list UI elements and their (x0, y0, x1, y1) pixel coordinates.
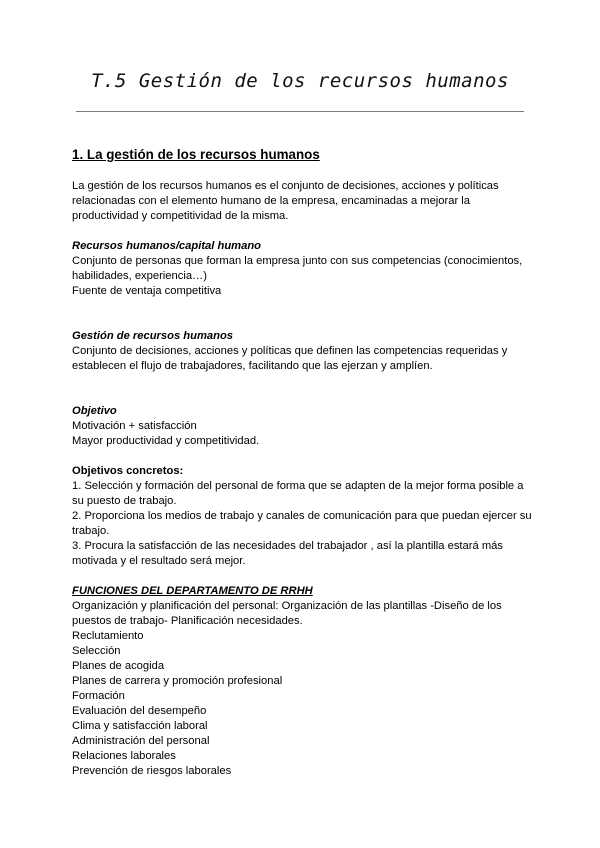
list-item: Planes de acogida (72, 660, 165, 672)
rrhh-capital-definition: Conjunto de personas que forman la empresa junto con sus competencias (conocimientos, habilidades, experiencia…) (72, 255, 523, 282)
document-title: T.5 Gestión de los recursos humanos (91, 70, 509, 92)
list-item: Administración del personal (72, 735, 210, 747)
rrhh-capital-heading: Recursos humanos/capital humano (72, 240, 261, 252)
spacer (72, 569, 532, 584)
document-body (72, 147, 532, 779)
objetivos-concretos-heading: Objetivos concretos: (72, 465, 184, 477)
spacer (72, 299, 532, 329)
spacer (72, 374, 532, 404)
gestion-definition: Conjunto de decisiones, acciones y políticas que definen las competencias requeridas y establecen el flujo de trabajadores, facilitando que las ejerzan y amplíen. (72, 345, 508, 372)
funciones-heading: FUNCIONES DEL DEPARTAMENTO DE RRHH (72, 585, 313, 597)
section-heading: 1. La gestión de los recursos humanos (72, 147, 320, 162)
list-item: 1. Selección y formación del personal de forma que se adapten de la mejor forma posible a su puesto de trabajo. (72, 480, 524, 507)
list-item: 3. Procura la satisfacción de las necesidades del trabajador , así la plantilla estará más motivada y el resultado será mejor. (72, 540, 503, 567)
list-item: Organización y planificación del personal: Organización de las plantillas -Diseño de los puestos de trabajo- Planificación necesidades. (72, 600, 502, 627)
rrhh-capital-note: Fuente de ventaja competitiva (72, 285, 222, 297)
intro-paragraph: La gestión de los recursos humanos es el conjunto de decisiones, acciones y políticas relacionadas con el elemento humano de la empresa, encaminadas a mejorar la productividad y competitividad de la misma. (72, 180, 499, 222)
list-item: Relaciones laborales (72, 750, 176, 762)
list-item: Selección (72, 645, 121, 657)
objetivos-concretos-list (72, 479, 532, 569)
list-item: Reclutamiento (72, 630, 144, 642)
list-item: Prevención de riesgos laborales (72, 765, 232, 777)
list-item: Clima y satisfacción laboral (72, 720, 208, 732)
title-divider (76, 111, 524, 112)
objetivo-line-2: Mayor productividad y competitividad. (72, 435, 260, 447)
gestion-heading: Gestión de recursos humanos (72, 330, 234, 342)
list-item: Formación (72, 690, 125, 702)
spacer (72, 449, 532, 464)
objetivo-heading: Objetivo (72, 405, 117, 417)
funciones-list (72, 599, 532, 779)
list-item: Planes de carrera y promoción profesional (72, 675, 283, 687)
list-item: 2. Proporciona los medios de trabajo y canales de comunicación para que puedan ejercer su trabajo. (72, 510, 532, 537)
list-item: Evaluación del desempeño (72, 705, 207, 717)
objetivo-line-1: Motivación + satisfacción (72, 420, 197, 432)
